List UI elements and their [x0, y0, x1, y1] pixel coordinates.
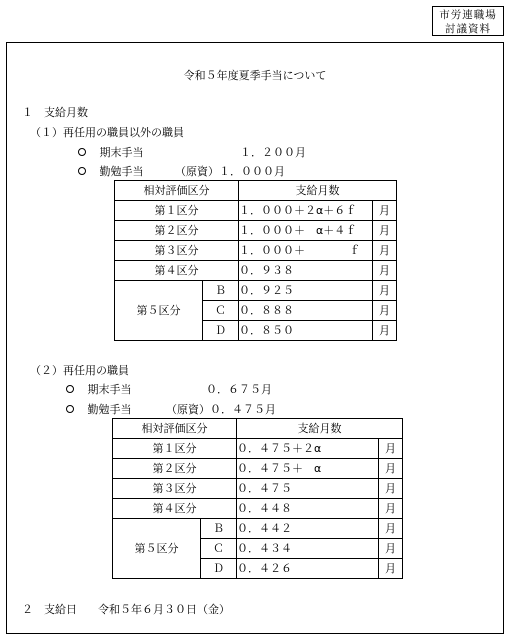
row-unit: 月: [373, 301, 397, 321]
row-label: 第３区分: [113, 479, 237, 499]
sub1-months-table: [114, 180, 397, 341]
table-header-row: [113, 419, 403, 439]
group-sub-label: Ｂ: [201, 519, 237, 539]
row-value: ０．９３８: [239, 261, 373, 281]
table-header-row: [115, 181, 397, 201]
row-unit: 月: [379, 499, 403, 519]
row-unit: 月: [379, 559, 403, 579]
row-label: 第２区分: [113, 459, 237, 479]
row-value: １．０００＋２α＋６ｆ: [239, 201, 373, 221]
header-category: 相対評価区分: [113, 419, 237, 439]
sub2-months-table: [112, 418, 403, 579]
row-unit: 月: [373, 261, 397, 281]
table-row: [115, 261, 397, 281]
circle-bullet-icon: [78, 167, 86, 175]
table-row: [113, 519, 403, 539]
section1-heading: １ 支給月数: [22, 106, 88, 119]
stamp-line-2: 討議資料: [445, 23, 491, 35]
row-unit: 月: [379, 539, 403, 559]
row-label: 第４区分: [113, 499, 237, 519]
stamp-line-1: 市労連職場: [439, 9, 497, 21]
document-stamp: [432, 6, 504, 36]
row-unit: 月: [373, 201, 397, 221]
row-value: １．０００＋ α＋４ｆ: [239, 221, 373, 241]
row-label: 第３区分: [115, 241, 239, 261]
sub2-bonus-label: 期末手当: [87, 383, 132, 396]
sub1-diligence-note: （原資）１．０００月: [175, 165, 285, 178]
sub1-heading: （１）再任用の職員以外の職員: [30, 126, 184, 139]
header-months: 支給月数: [239, 181, 397, 201]
row-value: ０．９２５: [239, 281, 373, 301]
row-unit: 月: [379, 519, 403, 539]
sub2-diligence-note: （原資）０．４７５月: [166, 403, 276, 416]
group-sub-label: Ｄ: [201, 559, 237, 579]
row-value: ０．４７５＋２α: [237, 439, 379, 459]
sub2-bonus-line: [66, 383, 132, 397]
circle-bullet-icon: [66, 405, 74, 413]
header-months: 支給月数: [237, 419, 403, 439]
table-row: [113, 499, 403, 519]
row-unit: 月: [379, 439, 403, 459]
section2-value: 令和５年６月３０日（金）: [98, 603, 230, 616]
sub2-heading: （２）再任用の職員: [30, 364, 129, 377]
sub1-bonus-value: １．２００月: [240, 146, 306, 159]
sub1-bonus-label: 期末手当: [99, 146, 144, 159]
row-unit: 月: [373, 281, 397, 301]
row-value: ０．８８８: [239, 301, 373, 321]
table-row: [113, 439, 403, 459]
row-unit: 月: [379, 459, 403, 479]
row-label: 第４区分: [115, 261, 239, 281]
document-title: 令和５年度夏季手当について: [183, 69, 327, 82]
sub2-diligence-line: [66, 403, 132, 417]
group-sub-label: Ｃ: [203, 301, 239, 321]
group-label: 第５区分: [113, 519, 201, 579]
row-value: ０．４３４: [237, 539, 379, 559]
row-label: 第１区分: [113, 439, 237, 459]
row-label: 第２区分: [115, 221, 239, 241]
group-sub-label: Ｂ: [203, 281, 239, 301]
section2-heading: ２ 支給日: [22, 603, 77, 616]
table-row: [113, 479, 403, 499]
row-value: ０．４２６: [237, 559, 379, 579]
group-sub-label: Ｄ: [203, 321, 239, 341]
group-label: 第５区分: [115, 281, 203, 341]
sub2-bonus-value: ０．６７５月: [206, 383, 272, 396]
row-unit: 月: [379, 479, 403, 499]
sub1-diligence-line: [78, 165, 144, 179]
row-value: ０．４７５＋ α: [237, 459, 379, 479]
sub1-diligence-label: 勤勉手当: [99, 165, 144, 178]
row-unit: 月: [373, 221, 397, 241]
row-label: 第１区分: [115, 201, 239, 221]
table-row: [113, 459, 403, 479]
row-value: ０．８５０: [239, 321, 373, 341]
row-unit: 月: [373, 321, 397, 341]
sub1-bonus-line: [78, 146, 144, 160]
table-row: [115, 241, 397, 261]
group-sub-label: Ｃ: [201, 539, 237, 559]
table-row: [115, 281, 397, 301]
circle-bullet-icon: [66, 385, 74, 393]
row-unit: 月: [373, 241, 397, 261]
sub2-diligence-label: 勤勉手当: [87, 403, 132, 416]
row-value: ０．４７５: [237, 479, 379, 499]
row-value: ０．４４８: [237, 499, 379, 519]
row-value: ０．４４２: [237, 519, 379, 539]
row-value: １．０００＋ ｆ: [239, 241, 373, 261]
header-category: 相対評価区分: [115, 181, 239, 201]
table-row: [115, 201, 397, 221]
table-row: [115, 221, 397, 241]
circle-bullet-icon: [78, 148, 86, 156]
